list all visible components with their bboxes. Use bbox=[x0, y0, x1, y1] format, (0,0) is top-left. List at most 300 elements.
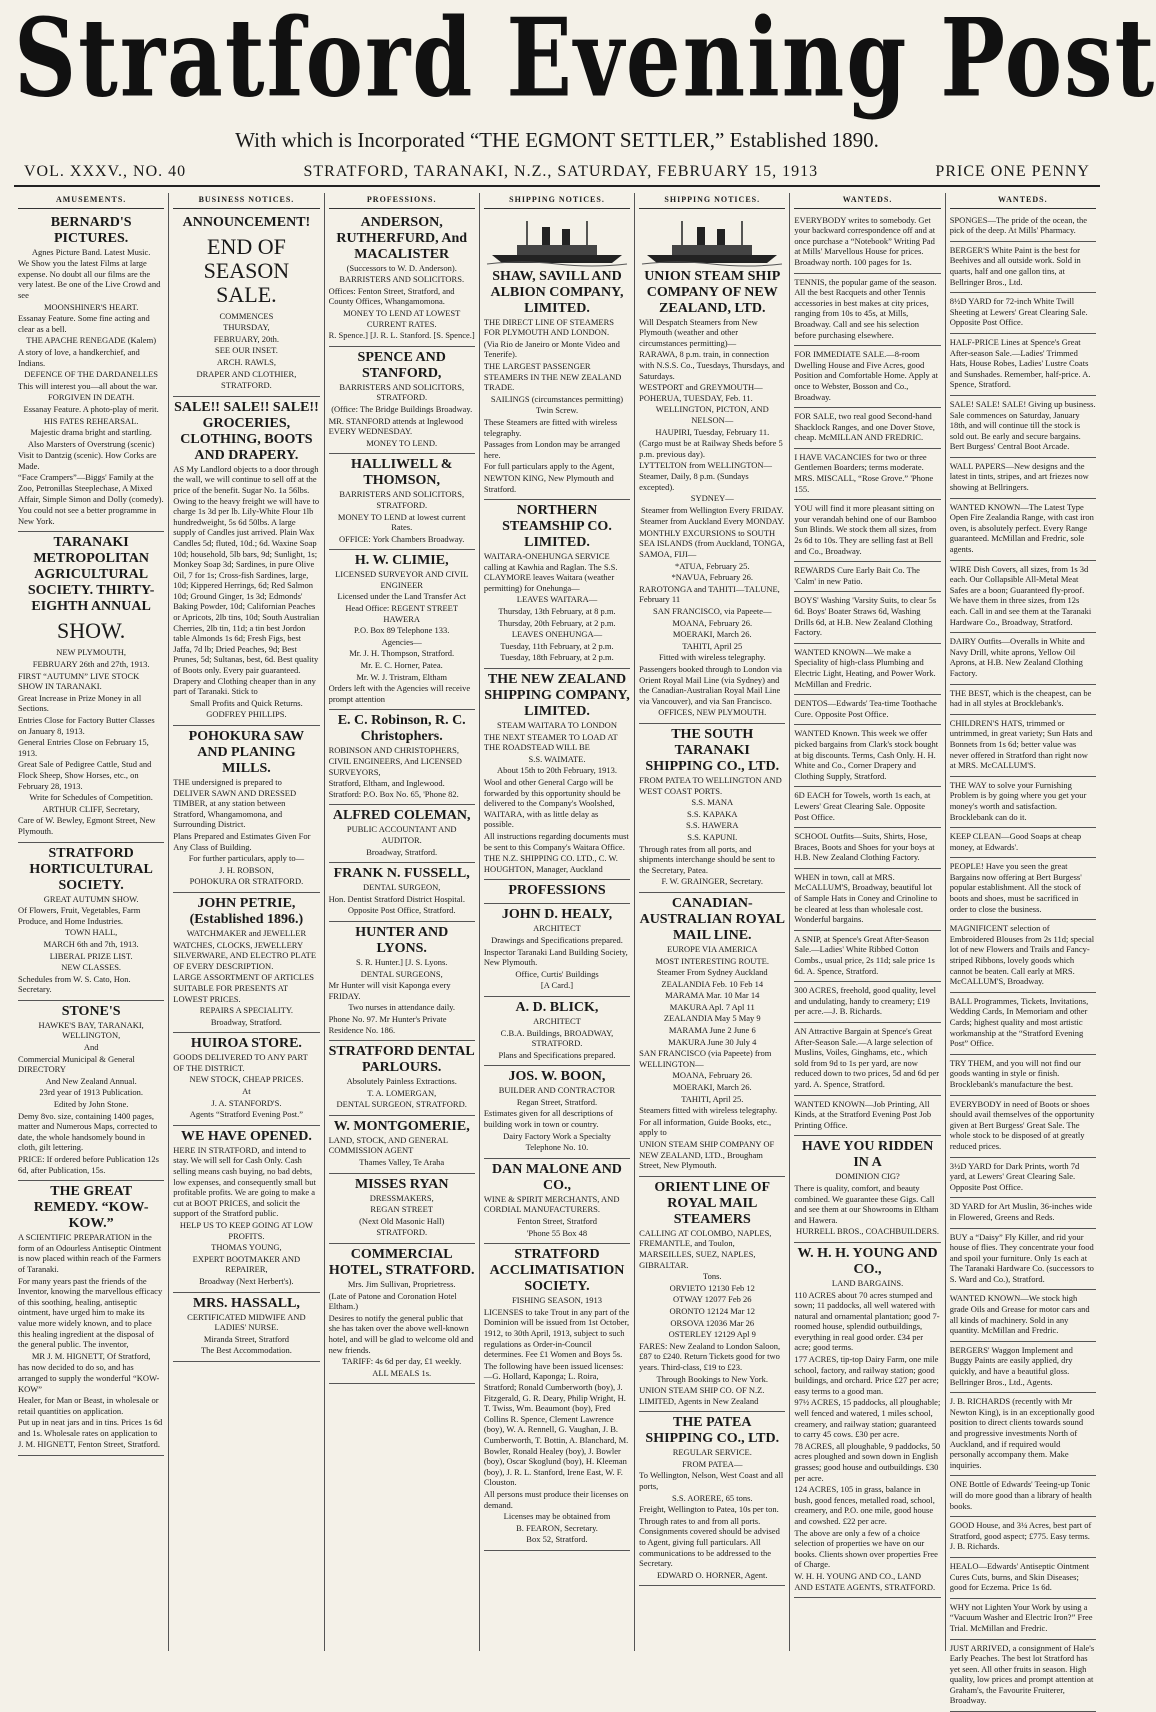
ad-text-line: MONEY TO LEND. bbox=[329, 438, 475, 449]
ad-heading: ANDERSON, RUTHERFURD, And MACALISTER bbox=[329, 215, 475, 263]
advertisement bbox=[794, 982, 940, 1023]
ad-text-line: C.B.A. Buildings, BROADWAY, STRATFORD. bbox=[484, 1028, 630, 1049]
ad-heading: H. W. CLIMIE, bbox=[329, 553, 475, 569]
ad-text-line: SALE! SALE! SALE! Giving up business. Sale commences on Saturday, January 18th, and will continue till the stock is sold out. Be early and secure bargains. Bert Burgess' Central Boot Arcade. bbox=[950, 399, 1096, 452]
ad-text-line: Orders left with the Agencies will receive prompt attention bbox=[329, 683, 475, 704]
advertisement bbox=[950, 212, 1096, 242]
ad-text-line: R. Spence.] [J. R. L. Stanford. [S. Spence.] bbox=[329, 330, 475, 341]
ad-text-line: LARGE ASSORTMENT OF ARTICLES SUITABLE FOR PRESENTS AT LOWEST PRICES. bbox=[173, 972, 319, 1004]
advertisement bbox=[484, 1159, 630, 1244]
ad-text-line: THE LARGEST PASSENGER STEAMERS IN THE NEW ZEALAND TRADE. bbox=[484, 361, 630, 393]
ad-text-line: Estimates given for all descriptions of building work in town or country. bbox=[484, 1108, 630, 1129]
ad-heading: HUIROA STORE. bbox=[173, 1036, 319, 1052]
ad-text-line: Thursday, 20th February, at 2 p.m. bbox=[484, 618, 630, 629]
ad-text-line: Entries Close for Factory Butter Classes on January 8, 1913. bbox=[18, 715, 164, 736]
ad-text-line: Broadway, Stratford. bbox=[173, 1017, 319, 1028]
ad-text-line: LEAVES ONEHUNGA— bbox=[484, 629, 630, 640]
ad-text-line: Essanay Feature. Some fine acting and clear as a bell. bbox=[18, 313, 164, 334]
ad-text-line: WINE & SPIRIT MERCHANTS, AND CORDIAL MANUFACTURERS. bbox=[484, 1194, 630, 1215]
ad-text-line: UNION STEAM SHIP CO. OF N.Z. LIMITED, Agents in New Zealand bbox=[639, 1385, 785, 1406]
ad-text-line: WALL PAPERS—New designs and the latest in tints, stripes, and art friezes now showing at Bellringers. bbox=[950, 461, 1096, 493]
advertisement bbox=[950, 1558, 1096, 1599]
ad-text-line: BALL Programmes, Tickets, Invitations, Wedding Cards, In Memoriam and other Cards; highest quality and most artistic workmanship at the “Stratford Evening Post” Office. bbox=[950, 996, 1096, 1049]
ad-heading: DAN MALONE AND CO., bbox=[484, 1162, 630, 1194]
ad-text-line: BARRISTERS AND SOLICITORS, STRATFORD. bbox=[329, 489, 475, 510]
ad-text-line: J. B. RICHARDS (recently with Mr Newton King), is in an exceptionally good position to direct clients towards sound and progressive investments North of Auckland, and if required would personally accompany them. Make inquiries. bbox=[950, 1396, 1096, 1470]
ad-text-line: About 15th to 20th February, 1913. bbox=[484, 765, 630, 776]
ad-text-line: OTWAY 12077 Feb 26 bbox=[639, 1294, 785, 1305]
ad-text-line: Demy 8vo. size, containing 1400 pages, matter and Numerous Maps, corrected to date, the whole handsomely bound in cloth, gilt lettering. bbox=[18, 1111, 164, 1153]
advertisement bbox=[794, 1023, 940, 1096]
ad-text-line: Agents “Stratford Evening Post.” bbox=[173, 1109, 319, 1120]
ad-text-line: Thames Valley, Te Araha bbox=[329, 1157, 475, 1168]
ad-heading: POHOKURA SAW AND PLANING MILLS. bbox=[173, 729, 319, 777]
advertisement bbox=[639, 1177, 785, 1413]
advertisement bbox=[950, 1476, 1096, 1517]
ad-text-line: [A Card.] bbox=[484, 980, 630, 991]
ad-text-line: WATCHES, CLOCKS, JEWELLERY SILVERWARE, AND ELECTRO PLATE OF EVERY DESCRIPTION. bbox=[173, 940, 319, 972]
ad-text-line: LICENSED SURVEYOR AND CIVIL ENGINEER bbox=[329, 569, 475, 590]
ad-text-line: FEBRUARY 26th and 27th, 1913. bbox=[18, 659, 164, 670]
ad-text-line: Mr. E. C. Horner, Patea. bbox=[329, 660, 475, 671]
ad-text-line: MOONSHINER'S HEART. bbox=[18, 302, 164, 313]
ad-text-line: HAUPIRI, Tuesday, February 11. bbox=[639, 427, 785, 438]
ad-text-line: LYTTELTON from WELLINGTON—Steamer, Daily, 8 p.m. (Sundays excepted). bbox=[639, 460, 785, 492]
ad-text-line: FEBRUARY, 20th. bbox=[173, 334, 319, 345]
advertisement bbox=[639, 893, 785, 1177]
ad-text-line: The above are only a few of a choice selection of properties we have on our books. Clients shown over properties Free of Charge. bbox=[794, 1528, 940, 1570]
ad-text-line: (Cargo must be at Railway Sheds before 5 p.m. previous day). bbox=[639, 438, 785, 459]
ad-text-line: RARAWA, 8 p.m. train, in connection with N.S.S. Co., Tuesdays, Thursdays, and Saturdays. bbox=[639, 349, 785, 381]
ad-text-line: SPONGES—The pride of the ocean, the pick of the deep. At Mills' Pharmacy. bbox=[950, 215, 1096, 236]
ad-text-line: Phone No. 97. Mr Hunter's Private Residence No. 186. bbox=[329, 1014, 475, 1035]
ad-heading: SALE!! SALE!! SALE!! GROCERIES, CLOTHING, BOOTS AND DRAPERY. bbox=[173, 400, 319, 464]
ad-text-line: J. H. ROBSON, bbox=[173, 865, 319, 876]
advertisement bbox=[639, 1412, 785, 1586]
ad-text-line: Mr. J. H. Thompson, Stratford. bbox=[329, 648, 475, 659]
advertisement bbox=[950, 993, 1096, 1055]
ad-text-line: 124 ACRES, 105 in grass, balance in bush, good fences, metalled road, school, creamery, and P.O. one mile, good house and cowshed. £22 per acre. bbox=[794, 1484, 940, 1526]
ad-text-line: DRAPER AND CLOTHIER, bbox=[173, 369, 319, 380]
ad-text-line: HURRELL BROS., COACHBUILDERS. bbox=[794, 1226, 940, 1237]
ad-text-line: Box 52, Stratford. bbox=[484, 1534, 630, 1545]
ad-text-line: DAIRY Outfits—Overalls in White and Navy Drill, white aprons, Yellow Oil Aprons, at H.B. New Zealand Clothing Factory. bbox=[950, 636, 1096, 678]
ad-text-line: Opposite Post Office, Stratford. bbox=[329, 905, 475, 916]
advertisement bbox=[794, 274, 940, 347]
ad-text-line: S.S. MANA bbox=[639, 797, 785, 808]
column-1 bbox=[14, 193, 169, 1651]
advertisement bbox=[950, 1158, 1096, 1199]
column-5 bbox=[635, 193, 790, 1651]
advertisement bbox=[173, 397, 319, 726]
ad-text-line: 3D YARD for Art Muslin, 36-inches wide in Flowered, Greens and Reds. bbox=[950, 1201, 1096, 1222]
ad-text-line: Will Despatch Steamers from New Plymouth (weather and other circumstances permitting)— bbox=[639, 317, 785, 349]
ad-text-line: Two nurses in attendance daily. bbox=[329, 1002, 475, 1013]
ad-text-line: ORSOVA 12036 Mar 26 bbox=[639, 1318, 785, 1329]
ad-text-line: OFFICES, NEW PLYMOUTH. bbox=[639, 707, 785, 718]
ad-text-line: SAN FRANCISCO (via Papeete) from WELLINGTON— bbox=[639, 1048, 785, 1069]
ad-text-line: KEEP CLEAN—Good Soaps at cheap money, at Edwards'. bbox=[950, 831, 1096, 852]
ad-text-line: WANTED Known. This week we offer picked bargains from Clark's stock bought at big discounts. Terms, Cash Only. H. H. White and Co., Corner Drapery and Clothing Supply, Stratford. bbox=[794, 728, 940, 781]
ad-text-line: REPAIRS A SPECIALITY. bbox=[173, 1005, 319, 1016]
ad-text-line: A SNIP, at Spence's Great After-Season Sale.—Ladies' White Ribbed Cotton Combs., usual price, 2s 11d; sale price 1s 6d. A. Spence, Stratford. bbox=[794, 934, 940, 976]
ad-text-line: Through rates to and from all ports. Consignments covered should be advised to Agent, giving full particulars. All communications to be addressed to the Secretary. bbox=[639, 1516, 785, 1569]
ad-text-line: Passages from London may be arranged here. bbox=[484, 439, 630, 460]
ad-text-line: *NAVUA, February 26. bbox=[639, 572, 785, 583]
advertisement bbox=[794, 408, 940, 449]
ad-text-line: PRICE: If ordered before Publication 12s 6d, after Publication, 15s. bbox=[18, 1154, 164, 1175]
ad-text-line: This will interest you—all about the war. bbox=[18, 381, 164, 392]
ad-heading: E. C. Robinson, R. C. Christophers. bbox=[329, 713, 475, 745]
advertisement bbox=[173, 1293, 319, 1362]
advertisement bbox=[950, 396, 1096, 458]
advertisement bbox=[329, 1041, 475, 1116]
advertisement bbox=[639, 212, 785, 724]
ad-text-line: ARTHUR CLIFF, Secretary, bbox=[18, 804, 164, 815]
advertisement bbox=[950, 561, 1096, 634]
ad-text-line: Licenses may be obtained from bbox=[484, 1511, 630, 1522]
advertisement bbox=[173, 726, 319, 893]
ad-heading: STRATFORD DENTAL PARLOURS. bbox=[329, 1044, 475, 1076]
advertisement bbox=[484, 500, 630, 669]
ad-text-line: MAGNIFICENT selection of Embroidered Blouses from 2s 11d; special lot of new Flowers and Trails and Fancy-striped Ribbons, lovely goods which cannot be beaten. Call early at MRS. McCALLUM'S, Broadway. bbox=[950, 923, 1096, 987]
ad-text-line: CALLING AT COLOMBO, NAPLES, FREMANTLE, and Toulon, MARSEILLES, SUEZ, NAPLES, GIBRALTAR. bbox=[639, 1228, 785, 1270]
advertisement bbox=[794, 725, 940, 787]
ad-text-line: Of Flowers, Fruit, Vegetables, Farm Produce, and Home Industries. bbox=[18, 905, 164, 926]
ad-text-line: The Best Accommodation. bbox=[173, 1345, 319, 1356]
ad-text-line: Schedules from W. S. Cato, Hon. Secretary. bbox=[18, 974, 164, 995]
advertisement bbox=[329, 1244, 475, 1384]
ad-text-line: Write for Schedules of Competition. bbox=[18, 792, 164, 803]
ad-text-line: Office, Curtis' Buildings bbox=[484, 969, 630, 980]
ad-text-line: (Office: The Bridge Buildings Broadway. bbox=[329, 404, 475, 415]
ad-text-line: HELP US TO KEEP GOING AT LOW PROFITS. bbox=[173, 1220, 319, 1241]
newspaper-title: Stratford Evening Post bbox=[14, 0, 1100, 133]
ad-text-line: *ATUA, February 25. bbox=[639, 561, 785, 572]
ad-text-line: Great Sale of Pedigree Cattle, Stud and Flock Sheep, Show Horses, etc., on February 28, 1913. bbox=[18, 759, 164, 791]
ad-text-line: 177 ACRES, tip-top Dairy Farm, one mile school, factory, and railway station; good buildings, and orchard. Price £27 per acre; easy terms to a good man. bbox=[794, 1354, 940, 1396]
ad-text-line: BUILDER AND CONTRACTOR bbox=[484, 1085, 630, 1096]
ad-text-line: 78 ACRES, all ploughable, 9 paddocks, 50 acres ploughed and sown down in English grasses; good house and outbuildings. £30 per acre. bbox=[794, 1441, 940, 1483]
ad-text-line: UNION STEAM SHIP COMPANY OF NEW ZEALAND, LTD., Brougham Street, New Plymouth. bbox=[639, 1139, 785, 1171]
ad-text-line: There is quality, comfort, and beauty combined. We guarantee these Gigs. Call and see them at our Showrooms in Eltham and Hawera. bbox=[794, 1183, 940, 1225]
ad-heading: MRS. HASSALL, bbox=[173, 1296, 319, 1312]
ad-text-line: WIRE Dish Covers, all sizes, from 1s 3d each. Our Collapsible All-Metal Meat Safes are a boon; Guaranteed fly-proof. We have them in three sizes, from 12s each. Call in and see them at the Taranaki Hardware Co., Broadway, Stratford. bbox=[950, 564, 1096, 628]
advertisement bbox=[950, 1290, 1096, 1341]
ad-text-line: HIS FATES REHEARSAL. bbox=[18, 416, 164, 427]
advertisement bbox=[173, 212, 319, 397]
advertisement bbox=[484, 904, 630, 997]
advertisement bbox=[950, 858, 1096, 920]
ad-text-line: Fitted with wireless telegraphy. bbox=[639, 652, 785, 663]
ad-display-text: SHOW. bbox=[18, 619, 164, 643]
advertisement bbox=[484, 669, 630, 880]
advertisement bbox=[18, 1181, 164, 1456]
ad-text-line: WANTED KNOWN—We stock high grade Oils and Grease for motor cars and all kinds of machinery. Sold in any quantity. McMillan and Fredric. bbox=[950, 1293, 1096, 1335]
ad-text-line: Great Increase in Prize Money in all Sections. bbox=[18, 693, 164, 714]
columns bbox=[14, 193, 1100, 1651]
ad-text-line: Offices: Fenton Street, Stratford, and County Offices, Whangamomona. bbox=[329, 286, 475, 307]
ad-text-line: Visit to Dantzig (scenic). How Corks are Made. bbox=[18, 450, 164, 471]
ad-text-line: THE APACHE RENEGADE (Kalem) bbox=[18, 335, 164, 346]
ad-text-line: AS My Landlord objects to a door through the wall, we will continue to sell off at the price of the benefit. Sugar No. 1a 56lbs. Owing to the heavy freight we will have to charge 1s 3d per lb. Lily-White Flour 1lb hundredweight, 5s 6d 50lbs. A large supply of Candles just arrived. Plain Wax Candles 5d; fluted, 10d.; 6d. Waxine Soap 10d; household, 5lb bars, 9d; Sunlight, 1s; Monkey Soap 3d; Sardines, in pure Olive Oil, 7 for 1s; Cross-fish Sardines, large, 10d; Kippered Herrings, 6d; Red Salmon 10d; Ground Ginger, 1s 3d; Edmonds' Baking Powder, 10d; Californian Peaches or Apricots, 2lb tins, 10d; South Australian Cherries, 2lb tin, 11d; a tin best Jordon table Almonds 1s 6d; Fresh Figs, best Jaffa, 7d lb; Dried Peaches, 9d; Best Prunes, 5d; Sultanas, best, 6d. Best quality of Boots only. Every pair guaranteed. Drapery and Clothing cheaper than in any part of Taranaki. Stick to bbox=[173, 464, 319, 697]
ad-text-line: POHOKURA OR STRATFORD. bbox=[173, 876, 319, 887]
ad-text-line: (Successors to W. D. Anderson). bbox=[329, 263, 475, 274]
ad-display-text: END OF SEASON SALE. bbox=[173, 235, 319, 307]
advertisement bbox=[794, 869, 940, 931]
ad-text-line: FIRST “AUTUMN” LIVE STOCK SHOW IN TARANAKI. bbox=[18, 671, 164, 692]
ad-text-line: 97½ ACRES, 15 paddocks, all ploughable; well fenced and watered, 1 miles school, creamery, and railway station; guaranteed to carry 45 cows. £30 per acre. bbox=[794, 1397, 940, 1439]
ad-text-line: ARCHITECT bbox=[484, 1016, 630, 1027]
ad-heading: COMMERCIAL HOTEL, STRATFORD. bbox=[329, 1247, 475, 1279]
ad-heading: JOS. W. BOON, bbox=[484, 1069, 630, 1085]
advertisement bbox=[950, 633, 1096, 684]
ad-text-line: COMMENCES bbox=[173, 311, 319, 322]
ad-text-line: ONE Bottle of Edwards' Teeing-up Tonic will do more good than a library of health books. bbox=[950, 1479, 1096, 1511]
ad-text-line: J. A. STANFORD'S. bbox=[173, 1098, 319, 1109]
advertisement bbox=[329, 212, 475, 347]
ad-text-line: “Face Crampers”—Biggs' Family at the Zoo, Petronillas Steeplechase, A Mixed Affair, Simple Simon and Dolly (comedy). bbox=[18, 472, 164, 504]
ad-text-line: THURSDAY, bbox=[173, 322, 319, 333]
ad-text-line: LAND, STOCK, AND GENERAL COMMISSION AGENT bbox=[329, 1135, 475, 1156]
ad-text-line: Plans and Specifications prepared. bbox=[484, 1050, 630, 1061]
ad-text-line: STEAM WAITARA TO LONDON bbox=[484, 720, 630, 731]
place-date: STRATFORD, TARANAKI, N.Z., SATURDAY, FEBRUARY 15, 1913 bbox=[304, 163, 819, 181]
ad-text-line: Agencies— bbox=[329, 637, 475, 648]
ad-text-line: Drawings and Specifications prepared. bbox=[484, 935, 630, 946]
volume-number: VOL. XXXV., NO. 40 bbox=[24, 163, 186, 181]
ad-text-line: CERTIFICATED MIDWIFE AND LADIES' NURSE. bbox=[173, 1312, 319, 1333]
ad-heading: W. H. H. YOUNG AND CO., bbox=[794, 1246, 940, 1278]
advertisement bbox=[173, 1126, 319, 1293]
ad-text-line: ORONTO 12124 Mar 12 bbox=[639, 1306, 785, 1317]
ad-text-line: MAKURA June 30 July 4 bbox=[639, 1037, 785, 1048]
advertisement bbox=[950, 1198, 1096, 1228]
ad-text-line: Commercial Municipal & General DIRECTORY bbox=[18, 1054, 164, 1075]
ad-heading: ALFRED COLEMAN, bbox=[329, 808, 475, 824]
advertisement bbox=[329, 805, 475, 863]
ad-text-line: THE NEXT STEAMER TO LOAD AT THE ROADSTEAD WILL BE bbox=[484, 732, 630, 753]
ad-text-line: Steamer From Sydney Auckland bbox=[639, 967, 785, 978]
ad-heading: UNION STEAM SHIP COMPANY OF NEW ZEALAND, LTD. bbox=[639, 269, 785, 317]
column-7 bbox=[946, 193, 1100, 1651]
ad-text-line: GODFREY PHILLIPS. bbox=[173, 709, 319, 720]
ad-text-line: WELLINGTON, PICTON, AND NELSON— bbox=[639, 404, 785, 425]
ad-text-line: And New Zealand Annual. bbox=[18, 1076, 164, 1087]
advertisement bbox=[794, 592, 940, 643]
ad-text-line: SYDNEY— bbox=[639, 493, 785, 504]
ad-text-line: We Show you the latest Films at large expense. No doubt all our films are the very latest. Be one of the Live Crowd and see bbox=[18, 258, 164, 300]
ad-text-line: Tuesday, 11th February, at 2 p.m. bbox=[484, 641, 630, 652]
ad-heading: JOHN D. HEALY, bbox=[484, 907, 630, 923]
ad-text-line: THE undersigned is prepared to DELIVER SAWN AND DRESSED TIMBER, at any station between Stratford, Whangamomona, and Surrounding District. bbox=[173, 777, 319, 830]
ad-text-line: Mr Hunter will visit Kaponga every FRIDAY. bbox=[329, 980, 475, 1001]
ad-text-line: HAWKE'S BAY, TARANAKI, WELLINGTON, bbox=[18, 1020, 164, 1041]
ad-text-line: Healer, for Man or Beast, in wholesale or retail quantities on application. bbox=[18, 1395, 164, 1416]
ad-text-line: MOERAKI, March 26. bbox=[639, 629, 785, 640]
ad-text-line: SAILINGS (circumstances permitting) bbox=[484, 394, 630, 405]
advertisement bbox=[329, 454, 475, 550]
ad-text-line: TOWN HALL, bbox=[18, 927, 164, 938]
ad-heading: STONE'S bbox=[18, 1004, 164, 1020]
ad-heading: BERNARD'S PICTURES. bbox=[18, 215, 164, 247]
ad-text-line: Inspector Taranaki Land Building Society, New Plymouth. bbox=[484, 947, 630, 968]
ad-text-line: ORVIETO 12130 Feb 12 bbox=[639, 1283, 785, 1294]
ad-text-line: EUROPE VIA AMERICA bbox=[639, 944, 785, 955]
advertisement bbox=[484, 1066, 630, 1159]
ad-text-line: MARAMA June 2 June 6 bbox=[639, 1025, 785, 1036]
ad-text-line: For all information, Guide Books, etc., apply to bbox=[639, 1117, 785, 1138]
ad-text-line: ARCH. RAWLS, bbox=[173, 357, 319, 368]
ad-heading: A. D. BLICK, bbox=[484, 1000, 630, 1016]
advertisement bbox=[950, 1517, 1096, 1558]
ad-heading: STRATFORD ACCLIMATISATION SOCIETY. bbox=[484, 1247, 630, 1295]
advertisement bbox=[18, 212, 164, 533]
ad-text-line: WHEN in town, call at MRS. McCALLUM'S, Broadway, beautiful lot of Sample Hats in Coney and Crinoline to be cleared at less than wholesale cost. Wonderful bargains. bbox=[794, 872, 940, 925]
advertisement bbox=[794, 1136, 940, 1243]
ad-heading: ANNOUNCEMENT! bbox=[173, 215, 319, 231]
ad-text-line: WAITARA-ONEHUNGA SERVICE calling at Kawhia and Raglan. The S.S. CLAYMORE leaves Waitara (weather permitting) for Onehunga— bbox=[484, 551, 630, 593]
ad-text-line: WHY not Lighten Your Work by using a “Vacuum Washer and Electric Iron?” Free Trial. McMillan and Fredric. bbox=[950, 1602, 1096, 1634]
advertisement bbox=[794, 212, 940, 274]
ad-text-line: S.S. KAPAKA bbox=[639, 809, 785, 820]
advertisement bbox=[950, 1096, 1096, 1158]
ad-text-line: DRESSMAKERS, bbox=[329, 1193, 475, 1204]
ad-text-line: HEALO—Edwards' Antiseptic Ointment Cures Cuts, burns, and Skin Diseases; good for Eczema. Price 1s 6d. bbox=[950, 1561, 1096, 1593]
ad-text-line: Care of W. Bewley, Egmont Street, New Plymouth. bbox=[18, 815, 164, 836]
ad-text-line: HERE IN STRATFORD, and intend to stay. We will sell for Cash Only. Cash selling means cash buying, no bad debts, low expenses, and consequently small but profitable profits. We are going to make a cut at BOOT PRICES, and solicit the support of the Stratford public. bbox=[173, 1145, 319, 1219]
ad-text-line: B. FEARON, Secretary. bbox=[484, 1523, 630, 1534]
ad-heading: SPENCE AND STANFORD, bbox=[329, 350, 475, 382]
ad-text-line: MONTHLY EXCURSIONS to SOUTH SEA ISLANDS (from Auckland, TONGA, SAMOA, FIJI— bbox=[639, 528, 785, 560]
ad-heading: CANADIAN-AUSTRALIAN ROYAL MAIL LINE. bbox=[639, 896, 785, 944]
ad-text-line: MR J. M. HIGNETT, Of Stratford, bbox=[18, 1351, 164, 1362]
advertisement bbox=[950, 1055, 1096, 1096]
advertisement bbox=[329, 1116, 475, 1174]
ad-text-line: BERGERS' Waggon Implement and Buggy Paints are easily applied, dry quickly, and have a beautiful gloss. Bellringer Bros., Ltd., Agents. bbox=[950, 1345, 1096, 1387]
ad-text-line: 6D EACH for Towels, worth 1s each, at Lewers' Great Clearing Sale. Opposite Post Office. bbox=[794, 790, 940, 822]
advertisement bbox=[329, 550, 475, 710]
ad-text-line: STRATFORD. bbox=[329, 1227, 475, 1238]
advertisement bbox=[950, 828, 1096, 858]
ad-text-line: Essanay Feature. A photo-play of merit. bbox=[18, 404, 164, 415]
ad-text-line: (Next Old Masonic Hall) bbox=[329, 1216, 475, 1227]
column-heading: AMUSEMENTS. bbox=[18, 193, 164, 209]
ad-text-line: WANTED KNOWN—We make a Speciality of high-class Plumbing and Electric Light, Heating, and Power Work. McMillan and Fredric. bbox=[794, 647, 940, 689]
advertisement bbox=[794, 828, 940, 869]
column-4 bbox=[480, 193, 635, 1651]
column-2 bbox=[169, 193, 324, 1651]
ad-text-line: BARRISTERS AND SOLICITORS, STRATFORD. bbox=[329, 382, 475, 403]
ad-text-line: LIBERAL PRIZE LIST. bbox=[18, 951, 164, 962]
ad-text-line: Stratford, Eltham, and Inglewood. Stratford: P.O. Box No. 65, 'Phone 82. bbox=[329, 778, 475, 799]
ad-text-line: MOERAKI, March 26. bbox=[639, 1082, 785, 1093]
ad-text-line: MAKURA Apl. 7 Apl 11 bbox=[639, 1002, 785, 1013]
ad-text-line: S.S. WAIMATE. bbox=[484, 754, 630, 765]
ad-text-line: Majestic drama bright and startling. bbox=[18, 427, 164, 438]
advertisement bbox=[950, 242, 1096, 293]
ad-heading: THE PATEA SHIPPING CO., LTD. bbox=[639, 1415, 785, 1447]
ad-text-line: EXPERT BOOTMAKER AND REPAIRER, bbox=[173, 1254, 319, 1275]
ad-heading: MISSES RYAN bbox=[329, 1177, 475, 1193]
ad-text-line: Tons. bbox=[639, 1271, 785, 1282]
advertisement bbox=[950, 1229, 1096, 1291]
ad-text-line: 8½D YARD for 72-inch White Twill Sheeting at Lewers' Great Clearing Sale. Opposite Post Office. bbox=[950, 296, 1096, 328]
ad-text-line: FORGIVEN IN DEATH. bbox=[18, 392, 164, 403]
ad-text-line: For many years past the friends of the Inventor, knowing the marvellous efficacy of this soothing, healing, antiseptic ointment, have urged him to make its value more widely known, and to place this healing ingredient at the disposal of the general public. The inventor, bbox=[18, 1276, 164, 1350]
ad-heading: THE GREAT REMEDY. “KOW-KOW.” bbox=[18, 1184, 164, 1232]
ad-text-line: Wool and other General Cargo will be forwarded by this opportunity should be delivered to the Company's Woolshed, WAITARA, with as little delay as possible. bbox=[484, 777, 630, 830]
ad-text-line: YOU will find it more pleasant sitting on your verandah behind one of our Bamboo Sun Blinds. We stock them all sizes, from 2s 6d to 10s. They are selling fast at Bell and Co., Broadway. bbox=[794, 503, 940, 556]
ad-heading: NORTHERN STEAMSHIP CO. LIMITED. bbox=[484, 503, 630, 551]
ad-text-line: For full particulars apply to the Agent, bbox=[484, 461, 630, 472]
ad-text-line: Agnes Picture Band. Latest Music. bbox=[18, 247, 164, 258]
ad-text-line: REWARDS Cure Early Bait Co. The 'Calm' in new Patio. bbox=[794, 565, 940, 586]
ad-text-line: FOR SALE, two real good Second-hand Shacklock Ranges, and one Dover Stove, cheap. McMILLAN AND FREDRIC. bbox=[794, 411, 940, 443]
column-heading: WANTEDS. bbox=[794, 193, 940, 209]
steamship-illustration bbox=[487, 217, 627, 267]
advertisement bbox=[484, 880, 630, 904]
ad-text-line: Steamers fitted with wireless telegraphy. bbox=[639, 1105, 785, 1116]
ad-text-line: SCHOOL Outfits—Suits, Shirts, Hose, Braces, Boots and Shoes for your boys at H.B. New Zealand Clothing Factory. bbox=[794, 831, 940, 863]
ad-text-line: Desires to notify the general public that she has taken over the above well-known hotel, and will be glad to welcome old and new friends. bbox=[329, 1313, 475, 1355]
ad-text-line: Head Office: REGENT STREET HAWERA bbox=[329, 603, 475, 624]
advertisement bbox=[484, 1244, 630, 1551]
ad-text-line: CHILDREN'S HATS, trimmed or untrimmed, in great variety; Sun Hats and Bonnets from 1s 6d; better value was never offered in Stratford than right now at MRS. McCALLUM'S. bbox=[950, 718, 1096, 771]
ad-text-line: Freight, Wellington to Patea, 10s per ton. bbox=[639, 1504, 785, 1515]
ad-text-line: has now decided to do so, and has arranged to supply the wonderful “KOW-KOW” bbox=[18, 1362, 164, 1394]
advertisement bbox=[794, 1096, 940, 1137]
column-heading: SHIPPING NOTICES. bbox=[484, 193, 630, 209]
ad-text-line: (Late of Patone and Coronation Hotel Eltham.) bbox=[329, 1291, 475, 1312]
ad-text-line: Mr. W. J. Tristram, Eltham bbox=[329, 672, 475, 683]
ad-text-line: MONEY TO LEND at lowest current Rates. bbox=[329, 512, 475, 533]
ad-text-line: GREAT AUTUMN SHOW. bbox=[18, 894, 164, 905]
advertisement bbox=[950, 458, 1096, 499]
ad-text-line: All persons must produce their licenses on demand. bbox=[484, 1489, 630, 1510]
ad-text-line: DENTOS—Edwards' Tea-time Toothache Cure. Opposite Post Office. bbox=[794, 698, 940, 719]
ad-text-line: A SCIENTIFIC PREPARATION in the form of an Odourless Antiseptic Ointment is now placed within reach of the Farmers of Taranaki. bbox=[18, 1232, 164, 1274]
ad-heading: THE SOUTH TARANAKI SHIPPING CO., LTD. bbox=[639, 727, 785, 775]
column-heading: SHIPPING NOTICES. bbox=[639, 193, 785, 209]
advertisement bbox=[18, 1001, 164, 1181]
ad-text-line: Thursday, 13th February, at 8 p.m. bbox=[484, 606, 630, 617]
ad-text-line: WATCHMAKER and JEWELLER bbox=[173, 928, 319, 939]
ad-heading: TARANAKI METROPOLITAN AGRICULTURAL SOCIETY. THIRTY-EIGHTH ANNUAL bbox=[18, 535, 164, 615]
ad-text-line: REGAN STREET bbox=[329, 1204, 475, 1215]
ad-heading: JOHN PETRIE, (Established 1896.) bbox=[173, 896, 319, 928]
advertisement bbox=[794, 1243, 940, 1598]
ad-text-line: For further particulars, apply to— bbox=[173, 853, 319, 864]
ad-text-line: SAN FRANCISCO, via Papeete— bbox=[639, 606, 785, 617]
ad-text-line: MARAMA Mar. 10 Mar 14 bbox=[639, 990, 785, 1001]
ad-text-line: 110 ACRES about 70 acres stumped and sown; 11 paddocks, all well watered with natural and ornamental plantation; good 7-roomed house, splendid outbuildings, everything in real good order. £34 per acre; good terms. bbox=[794, 1290, 940, 1354]
ad-text-line: MOST INTERESTING ROUTE. bbox=[639, 956, 785, 967]
ad-text-line: Also Marsters of Overstrung (scenic) bbox=[18, 439, 164, 450]
advertisement bbox=[794, 931, 940, 982]
column-heading: WANTEDS. bbox=[950, 193, 1096, 209]
ad-text-line: Through rates from all ports, and shipments interchange should be sent to the Secretary, Patea. bbox=[639, 844, 785, 876]
ad-heading: PROFESSIONS bbox=[484, 883, 630, 899]
ad-text-line: EVERYBODY in need of Boots or shoes should avail themselves of the opportunity given at Bert Burgess' Great Sale. The whole stock to be disposed of at greatly reduced prices. bbox=[950, 1099, 1096, 1152]
ad-text-line: OSTERLEY 12129 Apl 9 bbox=[639, 1329, 785, 1340]
ad-text-line: DENTAL SURGEON, STRATFORD. bbox=[329, 1099, 475, 1110]
column-heading: BUSINESS NOTICES. bbox=[173, 193, 319, 209]
advertisement bbox=[950, 1342, 1096, 1393]
ad-text-line: Edited by John Stone. bbox=[18, 1099, 164, 1110]
ad-text-line: NEW CLASSES. bbox=[18, 962, 164, 973]
ad-text-line: Passengers booked through to London via Orient Royal Mail Line (via Sydney) and the Canadian-Australian Royal Mail Line via Vancouver), and via San Francisco. bbox=[639, 664, 785, 706]
